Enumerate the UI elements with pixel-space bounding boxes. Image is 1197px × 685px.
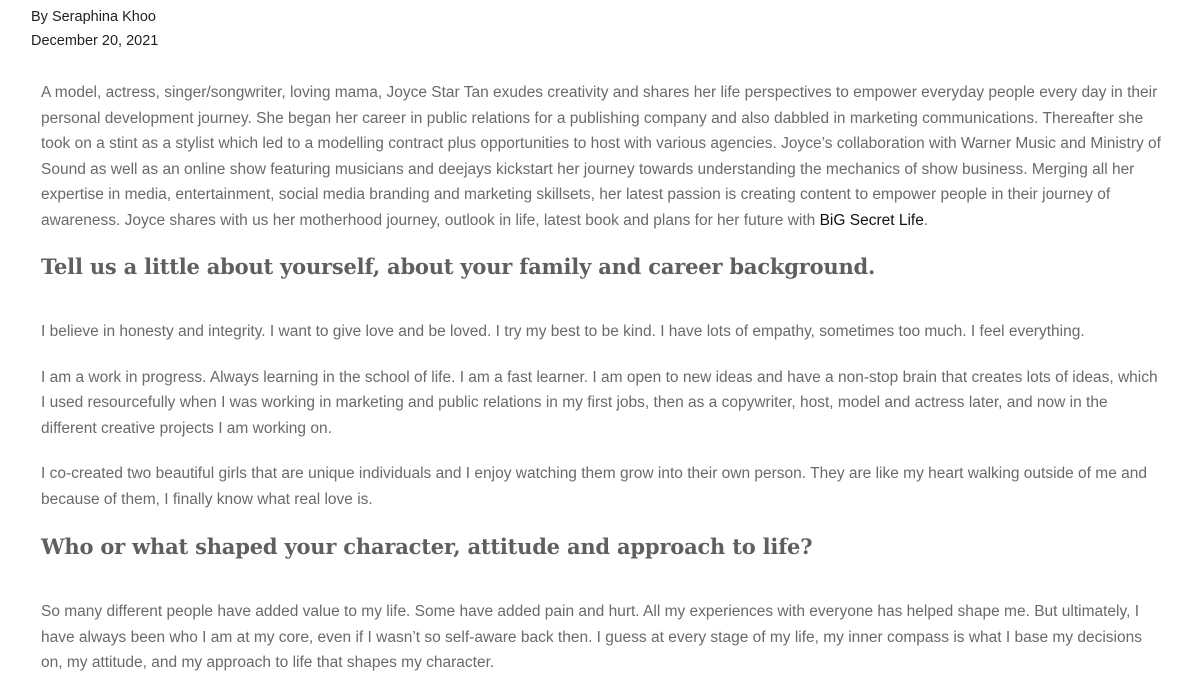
author-name: By Seraphina Khoo [31, 9, 156, 25]
answer-1-paragraph-2: I am a work in progress. Always learning in the school of life. I am a fast learner. I am open to new ideas and have a non-stop brain that creates lots of ideas, which I used resourcefully when I was working in marketing and public relations in my first jobs, then as a copywriter, host, model and actress later, and now in the different creative projects I am working on. [41, 368, 1158, 437]
question-heading-2: Who or what shaped your character, attitude and approach to life? [41, 534, 813, 559]
article-body [41, 80, 1163, 676]
answer-1-paragraph-1: I believe in honesty and integrity. I want to give love and be loved. I try my best to be kind. I have lots of empathy, sometimes too much. I feel everything. [41, 323, 1085, 340]
answer-1-paragraph-3: I co-created two beautiful girls that are unique individuals and I enjoy watching them grow into their own person. They are like my heart walking outside of me and because of them, I finally know what real love is. [41, 465, 1147, 508]
answer-2-paragraph-1: So many different people have added value to my life. Some have added pain and hurt. All my experiences with everyone has helped shape me. But ultimately, I have always been who I am at my core, even if I wasn’t so self-aware back then. I guess at every stage of my life, my inner compass is what I base my decisions on, my attitude, and my approach to life that shapes my character. [41, 603, 1142, 671]
intro-text: A model, actress, singer/songwriter, loving mama, Joyce Star Tan exudes creativity and shares her life perspectives to empower everyday people every day in their personal development journey. She began her career in public relations for a publishing company and also dabbled in marketing communications. Thereafter she took on a stint as a stylist which led to a modelling contract plus opportunities to host with various agencies. Joyce’s collaboration with Warner Music and Ministry of Sound as well as an online show featuring musicians and deejays kickstart her journey towards understanding the mechanics of show business. Merging all her expertise in media, entertainment, social media branding and marketing skillsets, her latest passion is creating content to empower people in their journey of awareness. Joyce shares with us her motherhood journey, outlook in life, latest book and plans for her future with [41, 84, 1161, 229]
intro-paragraph [41, 80, 1163, 232]
intro-end: . [923, 211, 929, 229]
byline [31, 5, 158, 53]
publish-date: December 20, 2021 [31, 33, 159, 49]
big-secret-life-link[interactable]: BiG Secret Life [819, 211, 924, 229]
question-heading-1: Tell us a little about yourself, about your family and career background. [41, 254, 876, 279]
